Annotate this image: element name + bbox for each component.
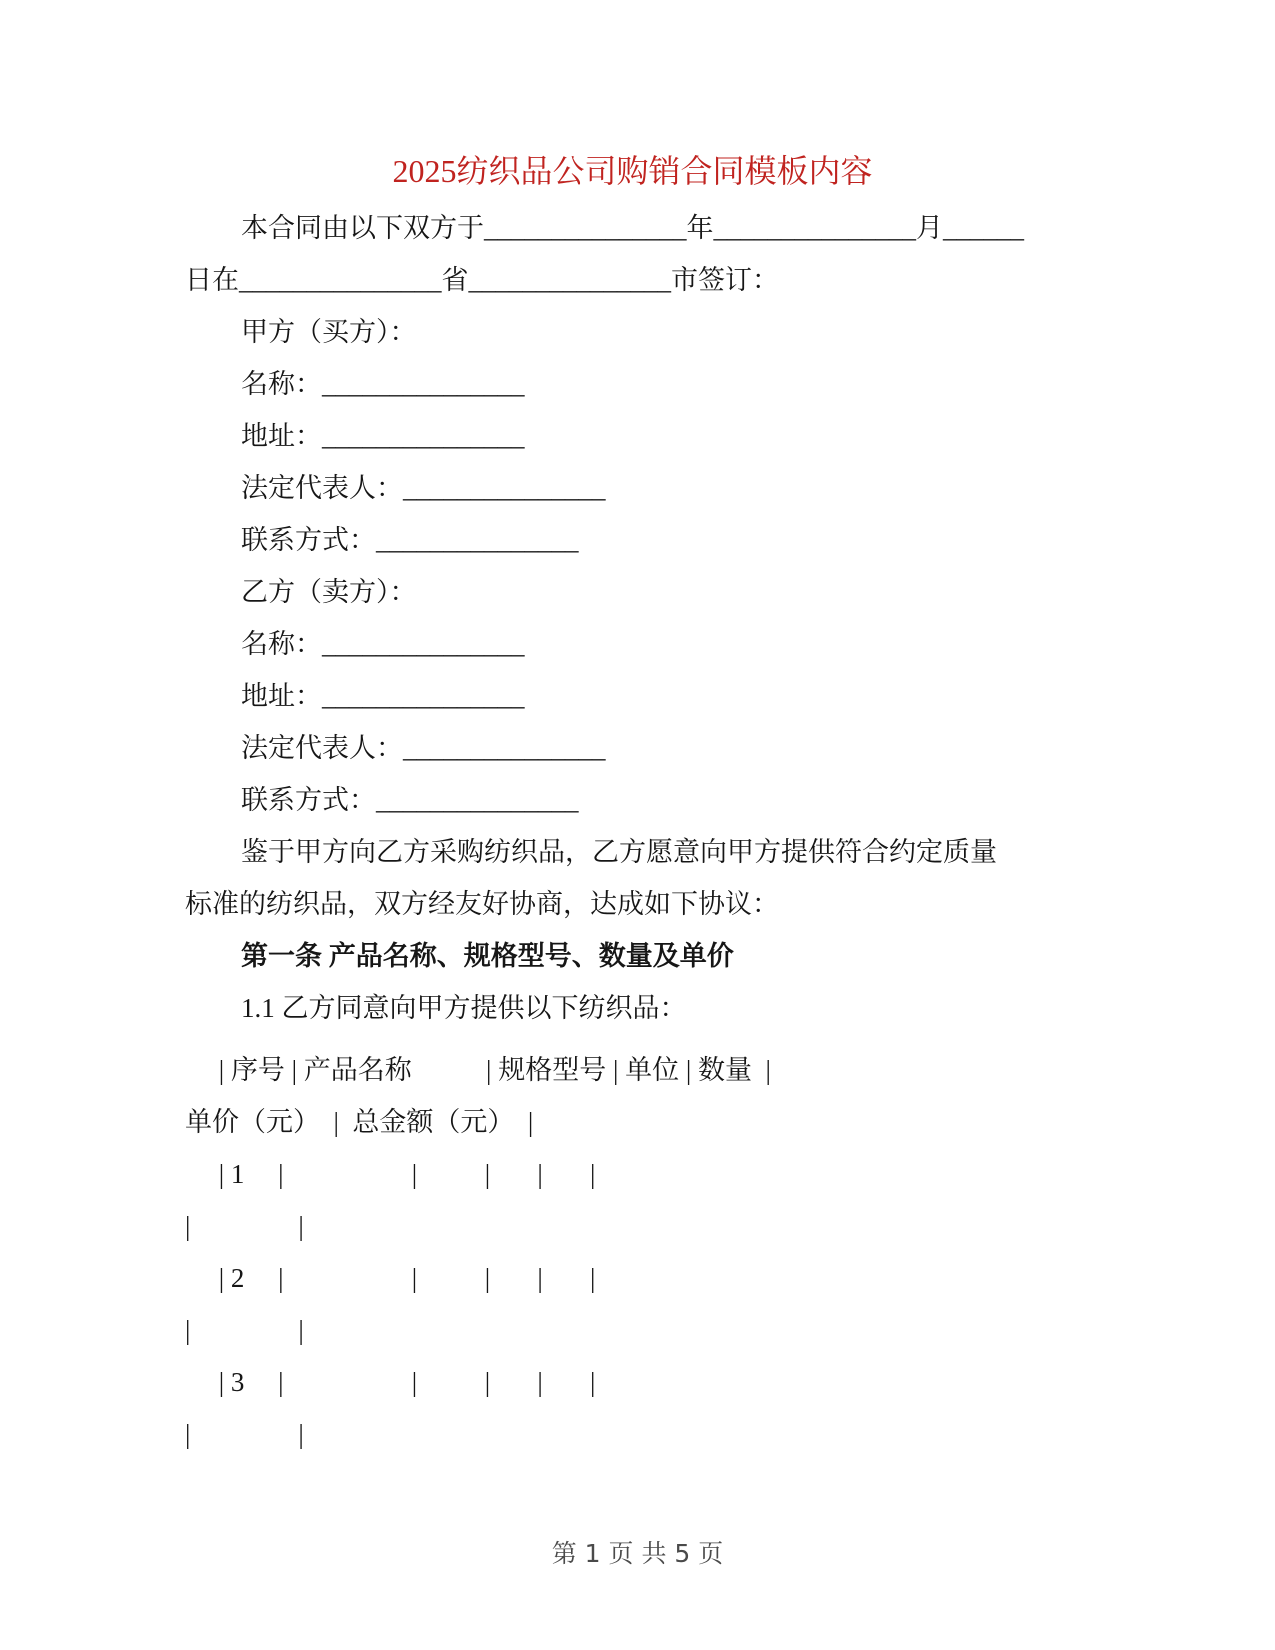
clause-1-heading: 第一条 产品名称、规格型号、数量及单价 [241,941,734,971]
page-number-footer: 第 1 页 共 5 页 [551,1539,724,1568]
product-table-row-3: | 3 | | | | | [185,1367,596,1397]
party-a-address-field: 地址：_______________ [241,421,525,451]
party-b-legal-rep-field: 法定代表人：_______________ [241,733,606,763]
party-b-contact-field: 联系方式：_______________ [241,785,579,815]
intro-line-2: 日在_______________省_______________市签订： [185,265,779,295]
party-a-name-field: 名称：_______________ [241,369,525,399]
party-a-legal-rep-field: 法定代表人：_______________ [241,473,606,503]
clause-1-item-1-1: 1.1 乙方同意向甲方提供以下纺织品： [241,993,687,1023]
party-b-heading: 乙方（卖方）： [241,577,417,607]
product-table-row-2-continuation: | | [185,1315,304,1345]
document-title: 2025纺织品公司购销合同模板内容 [392,153,873,189]
product-table-header-line-1: | 序号 | 产品名称 | 规格型号 | 单位 | 数量 | [185,1055,771,1085]
recital-line-1: 鉴于甲方向乙方采购纺织品，乙方愿意向甲方提供符合约定质量 [241,837,997,867]
party-b-address-field: 地址：_______________ [241,681,525,711]
party-a-contact-field: 联系方式：_______________ [241,525,579,555]
product-table-row-3-continuation: | | [185,1419,304,1449]
intro-line-1: 本合同由以下双方于_______________年_______________月______ [241,213,1024,243]
recital-line-2: 标准的纺织品，双方经友好协商，达成如下协议： [185,889,779,919]
party-b-name-field: 名称：_______________ [241,629,525,659]
party-a-heading: 甲方（买方）： [241,317,417,347]
product-table-row-2: | 2 | | | | | [185,1263,596,1293]
product-table-header-line-2: 单价（元） | 总金额（元） | [185,1107,534,1137]
document-body [185,140,1080,1460]
product-table-row-1: | 1 | | | | | [185,1159,596,1189]
product-table-row-1-continuation: | | [185,1211,304,1241]
